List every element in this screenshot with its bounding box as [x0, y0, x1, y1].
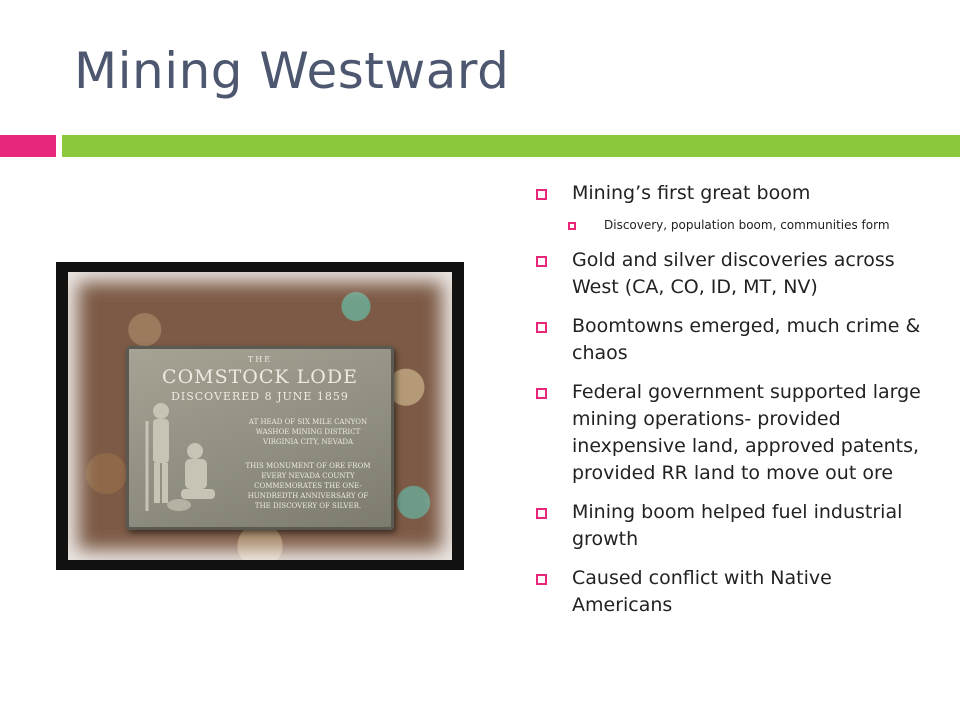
sub-bullet-item — [568, 215, 936, 235]
sub-bullet-text: Discovery, population boom, communities form — [604, 218, 890, 232]
square-bullet-icon — [568, 222, 576, 230]
plaque-date: DISCOVERED 8 JUNE 1859 — [171, 390, 349, 403]
square-bullet-icon — [536, 189, 547, 200]
bullet-text: Gold and silver discoveries across West (CA, CO, ID, MT, NV) — [572, 249, 895, 298]
bullet-item — [536, 247, 936, 301]
square-bullet-icon — [536, 388, 547, 399]
plaque-line: EVERY NEVADA COUNTY — [261, 472, 355, 480]
miners-relief-icon — [137, 393, 221, 521]
bullet-item — [536, 499, 936, 553]
square-bullet-icon — [536, 322, 547, 333]
bullet-list — [536, 180, 936, 631]
square-bullet-icon — [536, 508, 547, 519]
bullet-text: Boomtowns emerged, much crime & chaos — [572, 315, 921, 364]
plaque-line: THIS MONUMENT OF ORE FROM — [245, 462, 371, 470]
plaque-monument-text — [229, 461, 387, 511]
plaque-line: THE DISCOVERY OF SILVER. — [254, 502, 362, 510]
photo-stone-background — [68, 272, 452, 560]
comstock-plaque — [126, 346, 394, 530]
bullet-item — [536, 565, 936, 619]
plaque-location-text — [229, 417, 387, 447]
bullet-text: Mining boom helped fuel industrial growth — [572, 501, 903, 550]
plaque-line: WASHOE MINING DISTRICT — [255, 428, 361, 436]
plaque-line: HUNDREDTH ANNIVERSARY OF — [247, 492, 369, 500]
bullet-text: Mining’s first great boom — [572, 182, 811, 204]
plaque-line: COMMEMORATES THE ONE- — [254, 482, 362, 490]
plaque-line: AT HEAD OF SIX MILE CANYON — [248, 418, 368, 426]
comstock-lode-photo — [56, 262, 464, 570]
slide-title: Mining Westward — [74, 42, 510, 100]
accent-bar-green — [62, 135, 960, 157]
bullet-item — [536, 180, 936, 207]
bullet-item — [536, 313, 936, 367]
square-bullet-icon — [536, 256, 547, 267]
plaque-line: VIRGINIA CITY, NEVADA — [262, 438, 354, 446]
plaque-the: THE — [247, 355, 273, 364]
bullet-text: Federal government supported large mining operations- provided inexpensive land, approved patents, provided RR land to move out ore — [572, 381, 921, 484]
bullet-text: Caused conflict with Native Americans — [572, 567, 832, 616]
square-bullet-icon — [536, 574, 547, 585]
accent-bar-pink — [0, 135, 56, 157]
plaque-name: COMSTOCK LODE — [162, 366, 358, 388]
bullet-item — [536, 379, 936, 487]
